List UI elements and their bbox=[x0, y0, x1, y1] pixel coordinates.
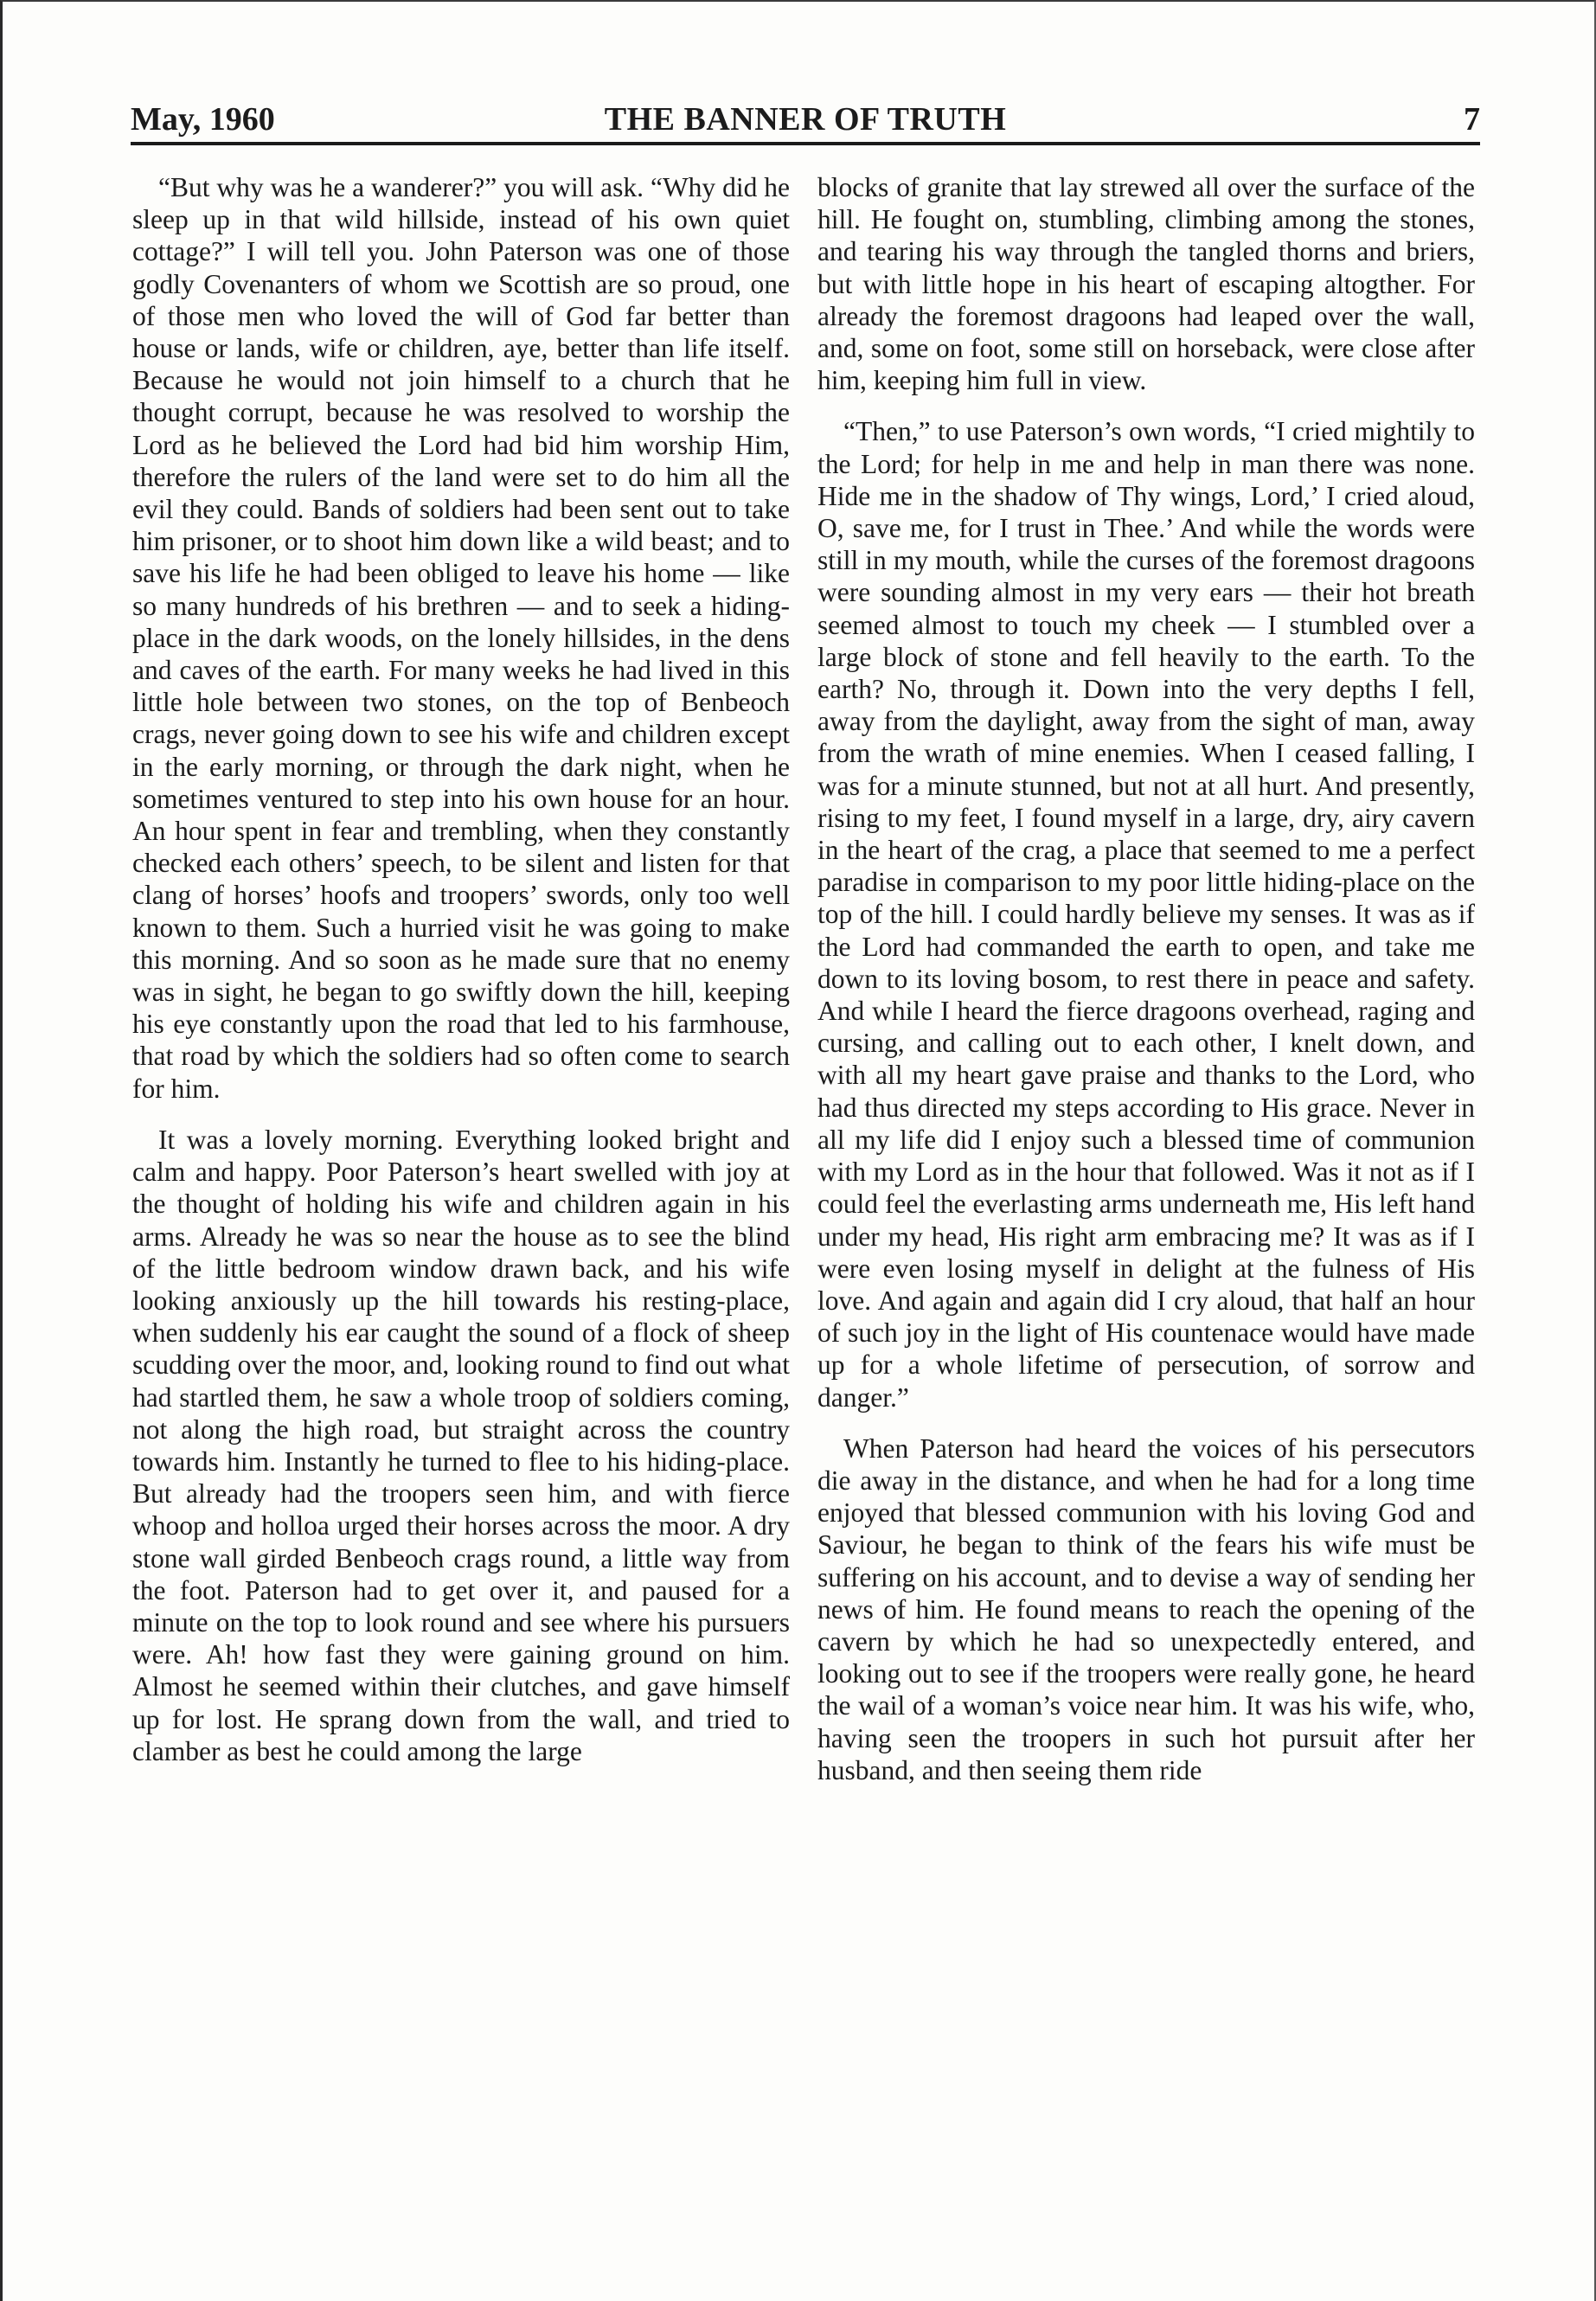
right-column bbox=[817, 171, 1475, 1805]
paragraph: It was a lovely morning. Everything looked bright and calm and happy. Poor Paterson’s heart swelled with joy at the thought of holding his wife and children again in his arms. Already he was so near the house as to see the blind of the little bedroom window drawn back, and his wife looking anxiously up the hill towards his resting-place, when suddenly his ear caught the sound of a flock of sheep scudding over the moor, and, looking round to find out what had startled them, he saw a whole troop of soldiers coming, not along the high road, but straight across the country towards him. Instantly he turned to flee to his hiding-place. But already had the troopers seen him, and with fierce whoop and holloa urged their horses across the moor. A dry stone wall girded Benbeoch crags round, a little way from the foot. Paterson had to get over it, and paused for a minute on the top to look round and see where his pursuers were. Ah! how fast they were gaining ground on him. Almost he seemed within their clutches, and gave himself up for lost. He sprang down from the wall, and tried to clamber as best he could among the large bbox=[132, 1124, 790, 1766]
page-number: 7 bbox=[1464, 101, 1480, 138]
paragraph: blocks of granite that lay strewed all over the surface of the hill. He fought on, stumbling, climbing among the stones, and tearing his way through the tangled thorns and briers, but with little hope in his heart of escaping altogther. For already the foremost dragoons had leaped over the wall, and, some on foot, some still on horseback, were close after him, keeping him full in view. bbox=[817, 172, 1475, 396]
publication-title: THE BANNER OF TRUTH bbox=[604, 101, 1007, 138]
paragraph: “Then,” to use Paterson’s own words, “I cried mightily to the Lord; for help in me and help in man there was none. Hide me in the shadow of Thy wings, Lord,’ I cried aloud, O, save me, for I trust in Thee.’ And while the words were still in my mouth, while the curses of the foremost dragoons were sounding almost in my very ears — their hot breath seemed almost to touch my cheek — I stumbled over a large block of stone and fell heavily to the earth. To the earth? No, through it. Down into the very depths I fell, away from the daylight, away from the sight of man, away from the wrath of mine enemies. When I ceased falling, I was for a minute stunned, but not at all hurt. And presently, rising to my feet, I found myself in a large, dry, airy cavern in the heart of the crag, a place that seemed to me a perfect paradise in comparison to my poor little hiding-place on the top of the hill. I could hardly believe my senses. It was as if the Lord had commanded the earth to open, and take me down to its loving bosom, to rest there in peace and safety. And while I heard the fierce dragoons overhead, raging and cursing, and calling out to each other, I knelt down, and with all my heart gave praise and thanks to the Lord, who had thus directed my steps according to His grace. Never in all my life did I enjoy such a blessed time of communion with my Lord as in the hour that followed. Was it not as if I could feel the everlasting arms underneath me, His left hand under my head, His right arm embracing me? It was as if I were even losing myself in delight at the fulness of His love. And again and again did I cry aloud, that half an hour of such joy in the light of His countenace would have made up for a whole lifetime of persecution, of sorrow and danger.” bbox=[817, 416, 1475, 1413]
left-column bbox=[132, 171, 790, 1786]
issue-date: May, 1960 bbox=[131, 101, 275, 138]
page-header bbox=[131, 97, 1480, 145]
paragraph: When Paterson had heard the voices of his persecutors die away in the distance, and when he had for a long time enjoyed that blessed communion with his loving God and Saviour, he began to think of the fears his wife must be suffering on his account, and to devise a way of sending her news of him. He found means to reach the opening of the cavern by which he had so unexpectedly entered, and looking out to see if the troopers were really gone, he heard the wail of a woman’s voice near him. It was his wife, who, having seen the troopers in such hot pursuit after her husband, and then seeing them ride bbox=[817, 1433, 1475, 1785]
paragraph: “But why was he a wanderer?” you will ask. “Why did he sleep up in that wild hillside, instead of his own quiet cottage?” I will tell you. John Paterson was one of those godly Covenanters of whom we Scottish are so proud, one of those men who loved the will of God far better than house or lands, wife or children, aye, better than life itself. Because he would not join himself to a church that he thought corrupt, because he was resolved to worship the Lord as he believed the Lord had bid him worship Him, therefore the rulers of the land were set to do him all the evil they could. Bands of soldiers had been sent out to take him prisoner, or to shoot him down like a wild beast; and to save his life he had been obliged to leave his home — like so many hundreds of his brethren — and to seek a hiding-place in the dark woods, on the lonely hillsides, in the dens and caves of the earth. For many weeks he had lived in this little hole between two stones, on the top of Benbeoch crags, never going down to see his wife and children except in the early morning, or through the dark night, when he sometimes ventured to step into his own house for an hour. An hour spent in fear and trembling, when they constantly checked each others’ speech, to be silent and listen for that clang of horses’ hoofs and troopers’ swords, only too well known to them. Such a hurried visit he was going to make this morning. And so soon as he made sure that no enemy was in sight, he began to go swiftly down the hill, keeping his eye constantly upon the road that led to his farmhouse, that road by which the soldiers had so often come to search for him. bbox=[132, 172, 790, 1104]
